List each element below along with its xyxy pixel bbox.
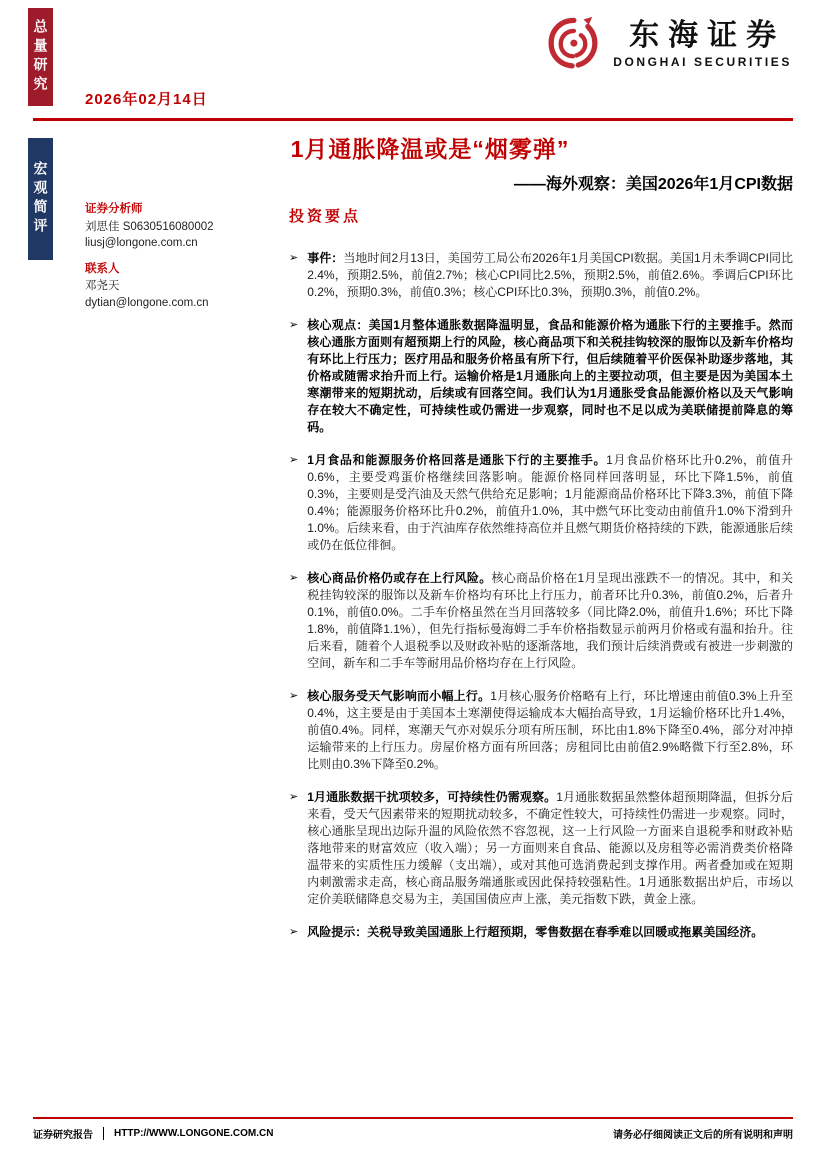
analyst-panel: [85, 201, 281, 311]
bullet-item: [289, 688, 793, 773]
bullet-text: 风险提示：关税导致美国通胀上行超预期，零售数据在春季难以回暖或拖累美国经济。: [307, 925, 764, 939]
brand-text: [613, 19, 792, 70]
report-subtitle: ——海外观察：美国2026年1月CPI数据: [513, 176, 793, 193]
disclaimer-note: 请务必仔细阅读正文后的所有说明和声明: [613, 1130, 793, 1141]
analyst-label: 证券分析师: [85, 203, 143, 215]
analyst-name: 刘思佳: [85, 220, 120, 233]
bullet-item: [289, 570, 793, 672]
bullet-item: [289, 250, 793, 301]
bullet-text: 1月食品和能源服务价格回落是通胀下行的主要推手。1月食品价格环比升0.2%，前值升0.6%，主要受鸡蛋价格继续回落影响。能源价格同样回落明显，环比下降1.5%，前值0.3%，主要则是受汽油及天然气供给充足影响；1月能源商品价格环比下降3.3%，前值下降0.4%；能源服务价格环比升0.2%，前值升1.0%，其中燃气环比变动由前值升1.0%下滑到升1.0%。后续来看，由于汽油库存依然维持高位并且燃气期货价格持续的下跌，能源通胀后续或仍在低位徘徊。: [307, 453, 793, 552]
bullet-arrow-icon: ➢: [289, 572, 299, 584]
analyst-id: S0630516080002: [122, 220, 214, 233]
header-rule: [33, 118, 793, 121]
bullet-item: [289, 924, 793, 941]
bullet-arrow-icon: ➢: [289, 454, 299, 466]
contact-name: 邓尧天: [85, 280, 120, 292]
bullet-text: 1月通胀数据干扰项较多，可持续性仍需观察。1月通胀数据虽然整体超预期降温，但拆分后来看，受天气因素带来的短期扰动较多，不确定性较大，可持续性仍需进一步观察。同时，核心通胀呈现出边际升温的风险依然不容忽视，这一上行风险一方面来自退税季和财政补贴落地带来的财富效应（收入端）；另一方面则来自食品、能源以及房租等必需消费类价格降温带来的实质性压力缓解（支出端），或对其他可选消费起到支撑作用。两者叠加或在短期内刺激需求走高，核心商品服务端通胀或因此保持较强粘性。1月通胀数据出炉后，市场以定价美联储降息交易为主，美国国债应声上涨，美元指数下跌，黄金上涨。: [307, 790, 793, 906]
bullet-item: [289, 789, 793, 908]
investment-highlights-title: 投资要点: [289, 208, 362, 225]
report-body: [289, 205, 793, 957]
analyst-email[interactable]: liusj@longone.com.cn: [85, 237, 198, 249]
bullet-text: 核心商品价格仍或存在上行风险。核心商品价格在1月呈现出涨跌不一的情况。其中，和关税挂钩较深的服饰以及新车价格均有环比上行压力，前者环比升0.3%，前值0.2%，后者升0.1%，前值0.0%。二手车价格虽然在当月回落较多（同比降2.0%，前值升1.6%；环比下降1.8%，前值降1.1%），但先行指标曼海姆二手车价格指数显示前两月价格或有温和抬升。往后来看，随着个人退税季以及财政补贴的逐渐落地，我们预计后续消费或有被进一步刺激的空间，新车和二手车等耐用品价格均存在上行风险。: [307, 571, 793, 670]
site-url[interactable]: HTTP://WWW.LONGONE.COM.CN: [114, 1128, 274, 1139]
bullet-text: 核心观点：美国1月整体通胀数据降温明显，食品和能源价格为通胀下行的主要推手。然而核心通胀方面则有超预期上行的风险，核心商品项下和关税挂钩较深的服饰以及新车价格均有环比上行压力；医疗用品和服务价格虽有所下行，但后续随着平价医保补助逐步落地，其价格或随需求抬升而上行。运输价格是1月通胀向上的主要拉动项，但主要是因为美国本土寒潮带来的短期扰动，后续或有回落空间。我们认为1月通胀受食品能源价格以及天气影响存在较大不确定性，可持续性或仍需进一步观察，同时也不足以成为美联储提前降息的筹码。: [307, 318, 793, 434]
report-type-label: 证券研究报告: [33, 1130, 93, 1141]
bullet-arrow-icon: ➢: [289, 926, 299, 938]
bullet-list: [289, 250, 793, 941]
bullet-arrow-icon: ➢: [289, 791, 299, 803]
report-date: 2026年02月14日: [85, 91, 208, 108]
bullet-arrow-icon: ➢: [289, 690, 299, 702]
category-banner: 宏观简评: [28, 138, 53, 260]
footer-divider: [103, 1127, 104, 1140]
footer-rule: [33, 1117, 793, 1119]
contact-email[interactable]: dytian@longone.com.cn: [85, 296, 209, 309]
bullet-text: 核心服务受天气影响而小幅上行。1月核心服务价格略有上行，环比增速由前值0.3%上升至0.4%，这主要是由于美国本土寒潮使得运输成本大幅抬高导致，1月运输价格环比升1.4%，前值0.4%。同样，寒潮天气亦对娱乐分项有所压制，环比由1.8%下降至0.4%，部分对冲掉运输带来的上行压力。房屋价格方面有所回落；房租同比由前值2.9%略微下行至2.8%，环比则由0.3%下降至0.2%。: [307, 689, 793, 771]
footer-left: [33, 1126, 273, 1141]
brand-name-en: DONGHAI SECURITIES: [613, 55, 792, 70]
footer: [33, 1126, 793, 1141]
bullet-text: 事件：当地时间2月13日，美国劳工局公布2026年1月美国CPI数据。美国1月未季调CPI同比2.4%，预期2.5%，前值2.7%；核心CPI同比2.5%，预期2.5%，前值2.6%。季调后CPI环比0.2%，预期0.3%，前值0.3%；核心CPI环比0.3%，预期0.3%，前值0.2%。: [307, 251, 793, 299]
analyst-name-line: [85, 219, 281, 236]
bullet-arrow-icon: ➢: [289, 319, 299, 331]
brand-name-cn: 东海证券: [629, 18, 786, 52]
bullet-item: [289, 317, 793, 436]
bullet-item: [289, 452, 793, 554]
brand-logo: [545, 16, 792, 72]
contact-group: [85, 261, 281, 312]
bullet-arrow-icon: ➢: [289, 252, 299, 264]
report-title: 1月通胀降温或是“烟雾弹”: [290, 136, 570, 162]
analyst-group: [85, 201, 281, 252]
contact-label: 联系人: [85, 262, 120, 275]
report-type-banner: 总量研究: [28, 8, 53, 106]
dragon-logo-icon: [545, 16, 601, 72]
